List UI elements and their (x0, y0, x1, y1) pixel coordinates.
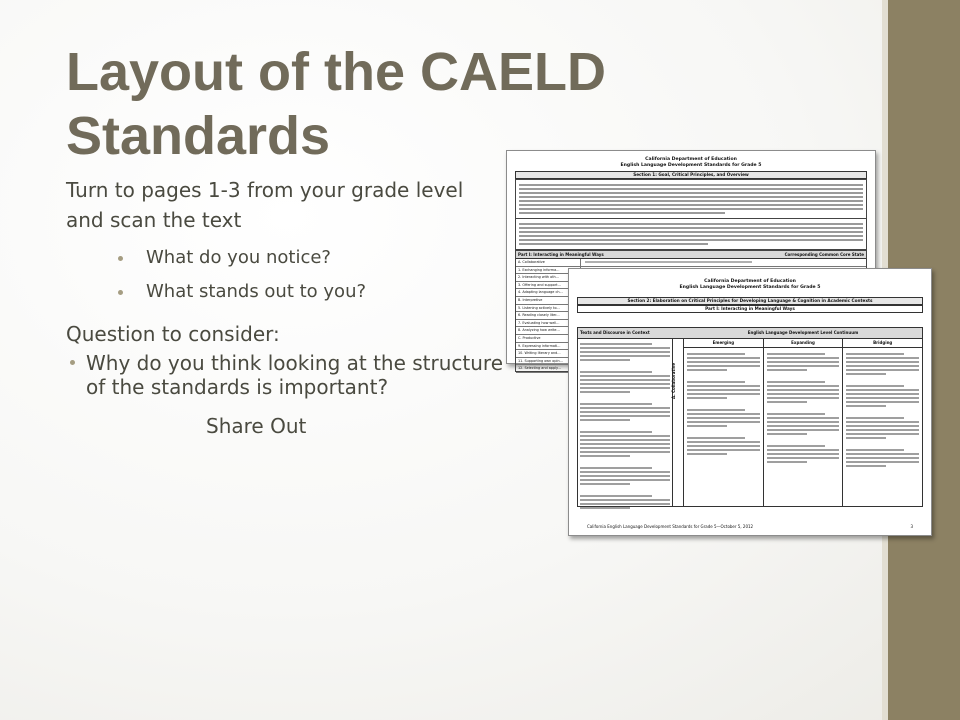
doc-row-label: 1. Exchanging informa... (516, 267, 581, 274)
doc-goal-paragraph (515, 179, 867, 219)
prompt-item: What stands out to you? (66, 275, 506, 309)
prompt-item: What do you notice? (66, 241, 506, 275)
prompt-list (66, 241, 506, 309)
doc-table-row (516, 259, 866, 267)
level-expanding: Expanding (763, 339, 843, 347)
doc-row-label: 4. Adapting language ch... (516, 289, 581, 296)
doc-row-label: 6. Reading closely liter... (516, 312, 581, 319)
doc-row-label: C. Productive (516, 335, 581, 342)
doc-level-columns (684, 348, 922, 506)
question-list (66, 351, 506, 399)
doc-principles-paragraph (515, 219, 867, 250)
share-out-text: Share Out (206, 414, 307, 438)
doc-row-label: 7. Evaluating how well... (516, 320, 581, 327)
doc-row-label: 3. Offering and support... (516, 282, 581, 289)
doc-org: California Department of Education (645, 157, 737, 162)
doc-left-header: Texts and Discourse in Context (578, 328, 685, 339)
doc-row-label: 8. Analyzing how write... (516, 327, 581, 334)
doc-vertical-label: A. Collaborative (671, 362, 676, 399)
doc-section-heading: Section 1: Goal, Critical Principles, and Overview (515, 171, 867, 179)
question-item: Why do you think looking at the structure of the standards is important? (66, 351, 506, 399)
doc-row-label: 11. Supporting own opin... (516, 358, 581, 365)
doc-right-header: English Language Development Level Continuum (684, 328, 922, 339)
doc-row-label: 9. Expressing informati... (516, 343, 581, 350)
doc-org: California Department of Education (704, 279, 796, 284)
level-bridging: Bridging (842, 339, 922, 347)
doc-footer-text: California English Language Development Standards for Grade 5—October 5, 2012 (587, 524, 754, 529)
doc-row-label: 10. Writing literary and... (516, 350, 581, 357)
doc-context-column (578, 339, 673, 506)
doc-part-label: Part I: Interacting in Meaningful Ways (577, 305, 923, 313)
level-emerging: Emerging (712, 340, 735, 345)
doc-title: English Language Development Standards for Grade 5 (679, 285, 821, 290)
doc-row-label: 12. Selecting and apply... (516, 365, 581, 372)
intro-text: Turn to pages 1-3 from your grade level and scan the text (66, 178, 464, 232)
standards-page-thumbnail-front (568, 268, 932, 536)
doc-row-label: 5. Listening actively to... (516, 305, 581, 312)
slide-content (66, 175, 506, 441)
doc-footer (587, 524, 913, 529)
doc-row-label: 2. Interacting with oth... (516, 274, 581, 281)
doc-section-heading: Section 2: Elaboration on Critical Principles for Developing Language & Cognition in Academic Contexts (577, 297, 923, 305)
doc-page-number: 3 (910, 524, 913, 529)
doc-right-header: Corresponding Common Core State (784, 252, 864, 257)
question-heading: Question to consider: (66, 322, 280, 346)
doc-part-label: Part I: Interacting in Meaningful Ways (518, 252, 604, 257)
doc-row-label: A. Collaborative (516, 259, 581, 266)
doc-vertical-label-cell (668, 339, 684, 506)
doc-continuum-table (577, 327, 923, 507)
doc-row-label: B. Interpretive (516, 297, 581, 304)
doc-title: English Language Development Standards for Grade 5 (620, 163, 762, 168)
slide-title: Layout of the CAELD Standards (66, 42, 606, 166)
